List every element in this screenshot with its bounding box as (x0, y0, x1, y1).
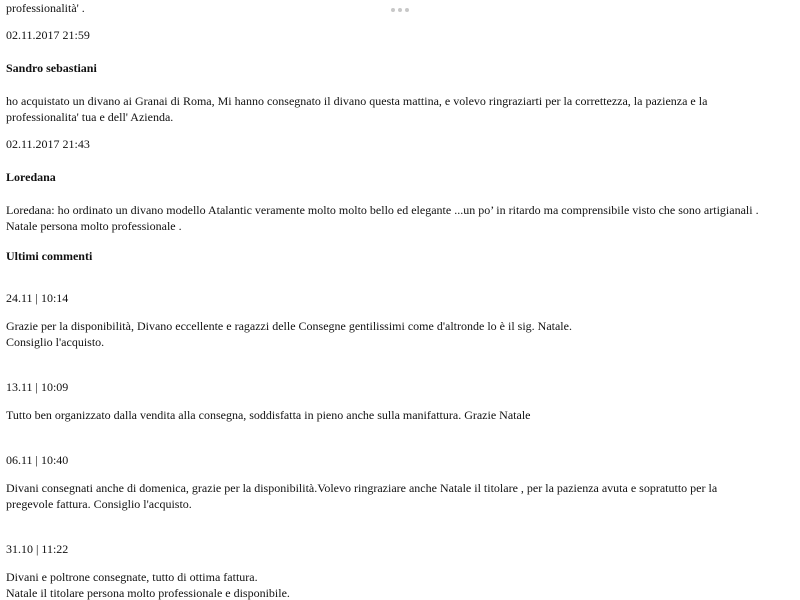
review-author: Loredana (6, 170, 56, 184)
review-date: 02.11.2017 21:43 (6, 137, 90, 151)
comment-time: 06.11 | 10:40 (6, 453, 69, 467)
review-author: Sandro sebastiani (6, 61, 97, 75)
review-text-line: Natale persona molto professionale . (6, 219, 182, 233)
review-text-line: professionalita' tua e dell' Azienda. (6, 110, 174, 124)
review-text-line: ho acquistato un divano ai Granai di Roma, Mi hanno consegnato il divano questa mattina, e volevo ringraziarti per la correttezza, la pazienza e la (6, 94, 708, 108)
review-text-tail: professionalità' . (6, 1, 85, 15)
comment-text-line: Divani e poltrone consegnate, tutto di ottima fattura. (6, 570, 258, 584)
comment-text-line: Tutto ben organizzato dalla vendita alla consegna, soddisfatta in pieno anche sulla manifattura. Grazie Natale (6, 408, 531, 422)
comment-time: 13.11 | 10:09 (6, 380, 69, 394)
comment-time: 31.10 | 11:22 (6, 542, 69, 556)
comment-text-line: pregevole fattura. Consiglio l'acquisto. (6, 497, 192, 511)
review-text-line: Loredana: ho ordinato un divano modello Atalantic veramente molto molto bello ed elegante ...un po’ in ritardo ma comprensibile visto che sono artigianali . (6, 203, 759, 217)
comment-time: 24.11 | 10:14 (6, 291, 69, 305)
comment-text-line: Grazie per la disponibilità, Divano eccellente e ragazzi delle Consegne gentilissimi come d'altronde lo è il sig. Natale. (6, 319, 572, 333)
comment-text-line: Natale il titolare persona molto professionale e disponibile. (6, 586, 290, 600)
recent-comments-heading: Ultimi commenti (6, 249, 93, 263)
comment-text-line: Consiglio l'acquisto. (6, 335, 105, 349)
comment-text-line: Divani consegnati anche di domenica, grazie per la disponibilità.Volevo ringraziare anche Natale il titolare , per la pazienza avuta e sopratutto per la (6, 481, 718, 495)
review-date: 02.11.2017 21:59 (6, 28, 90, 42)
